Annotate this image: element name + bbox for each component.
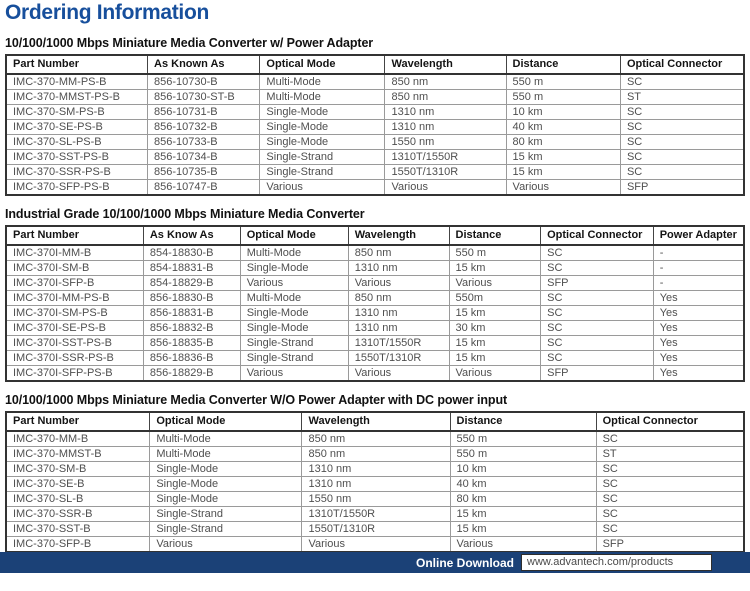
table-cell: Single-Mode — [260, 105, 385, 120]
ordering-table — [5, 54, 745, 196]
table-cell: 1550 nm — [385, 135, 506, 150]
table-cell: 856-10730-ST-B — [148, 90, 260, 105]
column-header: Part Number — [6, 55, 148, 74]
online-download-bar — [0, 552, 750, 573]
table-cell: 1310T/1550R — [385, 150, 506, 165]
ordering-table — [5, 225, 745, 382]
table-cell: 854-18830-B — [143, 245, 240, 261]
table-row — [6, 135, 744, 150]
table-cell: 550m — [449, 291, 541, 306]
table-cell: IMC-370I-SM-B — [6, 261, 143, 276]
table-cell: 80 km — [450, 492, 596, 507]
table-cell: Various — [240, 276, 348, 291]
table-cell: 854-18831-B — [143, 261, 240, 276]
table-cell: 550 m — [449, 245, 541, 261]
table-cell: Yes — [653, 306, 744, 321]
table-cell: 1550 nm — [302, 492, 450, 507]
table-cell: SFP — [596, 537, 744, 553]
table-cell: IMC-370-SE-PS-B — [6, 120, 148, 135]
table-cell: ST — [596, 447, 744, 462]
column-header: Optical Connector — [541, 226, 654, 245]
table-cell: Single-Strand — [260, 165, 385, 180]
column-header: As Know As — [143, 226, 240, 245]
table-cell: 15 km — [449, 261, 541, 276]
table-cell: Single-Strand — [260, 150, 385, 165]
table-cell: Single-Mode — [260, 135, 385, 150]
table-cell: 30 km — [449, 321, 541, 336]
table-cell: Yes — [653, 351, 744, 366]
download-url-box — [521, 554, 712, 571]
table-cell: Various — [240, 366, 348, 382]
table-cell: 1310 nm — [348, 261, 449, 276]
table-cell: IMC-370-MM-PS-B — [6, 74, 148, 90]
table-cell: SC — [620, 165, 744, 180]
table-cell: Single-Mode — [240, 306, 348, 321]
table-cell: 856-18830-B — [143, 291, 240, 306]
table-cell: Single-Mode — [240, 321, 348, 336]
table-cell: 15 km — [449, 306, 541, 321]
table-row — [6, 462, 744, 477]
table-cell: SC — [541, 261, 654, 276]
table-row — [6, 447, 744, 462]
table-cell: 80 km — [506, 135, 620, 150]
table-cell: IMC-370-SM-PS-B — [6, 105, 148, 120]
table-cell: Single-Strand — [240, 351, 348, 366]
table-cell: 856-10735-B — [148, 165, 260, 180]
table-row — [6, 120, 744, 135]
table-cell: Various — [302, 537, 450, 553]
table-cell: - — [653, 276, 744, 291]
table-cell: IMC-370I-MM-B — [6, 245, 143, 261]
online-download-label: Online Download — [416, 555, 514, 570]
table-row — [6, 291, 744, 306]
table-cell: SFP — [620, 180, 744, 196]
sections-container — [0, 36, 750, 553]
table-cell: SC — [541, 245, 654, 261]
table-cell: SC — [620, 105, 744, 120]
table-header-row — [6, 226, 744, 245]
table-cell: IMC-370I-SE-PS-B — [6, 321, 143, 336]
table-cell: Multi-Mode — [240, 245, 348, 261]
column-header: Distance — [449, 226, 541, 245]
table-cell: SC — [541, 321, 654, 336]
table-cell: Single-Mode — [240, 261, 348, 276]
table-cell: 550 m — [506, 90, 620, 105]
table-cell: Various — [506, 180, 620, 196]
table-cell: 1310T/1550R — [348, 336, 449, 351]
table-row — [6, 165, 744, 180]
table-row — [6, 245, 744, 261]
table-cell: 1310 nm — [348, 306, 449, 321]
table-cell: IMC-370-SE-B — [6, 477, 150, 492]
table-cell: 856-10733-B — [148, 135, 260, 150]
column-header: Wavelength — [385, 55, 506, 74]
table-cell: Multi-Mode — [150, 431, 302, 447]
table-cell: Single-Mode — [150, 477, 302, 492]
table-cell: Yes — [653, 336, 744, 351]
table-cell: 856-18836-B — [143, 351, 240, 366]
table-row — [6, 537, 744, 553]
table-cell: 550 m — [506, 74, 620, 90]
column-header: Distance — [506, 55, 620, 74]
table-cell: IMC-370-SM-B — [6, 462, 150, 477]
table-cell: - — [653, 245, 744, 261]
table-cell: IMC-370-SFP-B — [6, 537, 150, 553]
table-cell: SC — [596, 492, 744, 507]
table-cell: 850 nm — [348, 291, 449, 306]
table-cell: 1550T/1310R — [302, 522, 450, 537]
table-cell: 15 km — [506, 165, 620, 180]
table-cell: IMC-370-SSR-B — [6, 507, 150, 522]
table-cell: SC — [541, 336, 654, 351]
table-cell: IMC-370-SFP-PS-B — [6, 180, 148, 196]
table-cell: 850 nm — [385, 90, 506, 105]
table-cell: SC — [596, 477, 744, 492]
table-cell: 850 nm — [302, 431, 450, 447]
table-cell: Single-Strand — [150, 522, 302, 537]
table-cell: 550 m — [450, 447, 596, 462]
table-cell: Various — [348, 366, 449, 382]
table-cell: IMC-370-MMST-B — [6, 447, 150, 462]
table-cell: Yes — [653, 366, 744, 382]
table-row — [6, 306, 744, 321]
table-cell: Various — [450, 537, 596, 553]
table-header-row — [6, 55, 744, 74]
table-cell: 15 km — [449, 336, 541, 351]
table-cell: 40 km — [450, 477, 596, 492]
table-row — [6, 261, 744, 276]
section-heading: 10/100/1000 Mbps Miniature Media Converter W/O Power Adapter with DC power input — [5, 393, 508, 407]
table-cell: SC — [596, 507, 744, 522]
table-cell: SC — [620, 135, 744, 150]
table-row — [6, 492, 744, 507]
table-cell: IMC-370-SST-B — [6, 522, 150, 537]
table-cell: Multi-Mode — [240, 291, 348, 306]
table-cell: 10 km — [506, 105, 620, 120]
table-cell: 15 km — [450, 507, 596, 522]
table-cell: IMC-370-MMST-PS-B — [6, 90, 148, 105]
table-cell: SC — [620, 150, 744, 165]
table-cell: 1550T/1310R — [348, 351, 449, 366]
table-cell: IMC-370I-MM-PS-B — [6, 291, 143, 306]
column-header: Part Number — [6, 412, 150, 431]
table-cell: 15 km — [506, 150, 620, 165]
table-row — [6, 276, 744, 291]
table-cell: SC — [541, 351, 654, 366]
table-cell: 10 km — [450, 462, 596, 477]
table-cell: Yes — [653, 321, 744, 336]
column-header: Optical Connector — [596, 412, 744, 431]
table-cell: IMC-370I-SM-PS-B — [6, 306, 143, 321]
table-cell: 1550T/1310R — [385, 165, 506, 180]
table-cell: 854-18829-B — [143, 276, 240, 291]
table-cell: IMC-370-SST-PS-B — [6, 150, 148, 165]
table-cell: SC — [541, 291, 654, 306]
table-cell: 856-18832-B — [143, 321, 240, 336]
table-cell: Multi-Mode — [260, 90, 385, 105]
table-cell: 856-18829-B — [143, 366, 240, 382]
table-cell: Multi-Mode — [260, 74, 385, 90]
table-cell: 1310 nm — [385, 105, 506, 120]
table-row — [6, 321, 744, 336]
table-cell: 856-10734-B — [148, 150, 260, 165]
table-row — [6, 431, 744, 447]
table-cell: Single-Strand — [150, 507, 302, 522]
table-cell: 40 km — [506, 120, 620, 135]
column-header: As Known As — [148, 55, 260, 74]
table-row — [6, 74, 744, 90]
table-cell: 856-10731-B — [148, 105, 260, 120]
table-row — [6, 366, 744, 382]
table-row — [6, 522, 744, 537]
table-cell: 856-18831-B — [143, 306, 240, 321]
table-cell: SC — [596, 522, 744, 537]
table-cell: IMC-370I-SST-PS-B — [6, 336, 143, 351]
table-cell: 1310 nm — [302, 462, 450, 477]
table-cell: Yes — [653, 291, 744, 306]
table-cell: Various — [385, 180, 506, 196]
table-cell: - — [653, 261, 744, 276]
table-cell: 1310 nm — [348, 321, 449, 336]
table-cell: SFP — [541, 276, 654, 291]
table-row — [6, 477, 744, 492]
table-cell: Single-Mode — [260, 120, 385, 135]
table-row — [6, 150, 744, 165]
column-header: Optical Mode — [240, 226, 348, 245]
table-cell: 15 km — [450, 522, 596, 537]
table-row — [6, 507, 744, 522]
table-cell: Single-Mode — [150, 492, 302, 507]
page-title: Ordering Information — [5, 1, 210, 24]
table-cell: Single-Strand — [240, 336, 348, 351]
table-cell: 850 nm — [348, 245, 449, 261]
table-cell: IMC-370I-SSR-PS-B — [6, 351, 143, 366]
table-cell: IMC-370-MM-B — [6, 431, 150, 447]
section-heading: 10/100/1000 Mbps Miniature Media Converter w/ Power Adapter — [5, 36, 374, 50]
column-header: Optical Mode — [260, 55, 385, 74]
table-cell: SC — [596, 431, 744, 447]
table-cell: 850 nm — [302, 447, 450, 462]
table-cell: IMC-370I-SFP-PS-B — [6, 366, 143, 382]
table-cell: 1310 nm — [385, 120, 506, 135]
table-row — [6, 105, 744, 120]
table-cell: SC — [620, 74, 744, 90]
table-cell: SC — [541, 306, 654, 321]
column-header: Distance — [450, 412, 596, 431]
table-cell: ST — [620, 90, 744, 105]
column-header: Optical Connector — [620, 55, 744, 74]
table-cell: IMC-370I-SFP-B — [6, 276, 143, 291]
table-row — [6, 90, 744, 105]
section-heading: Industrial Grade 10/100/1000 Mbps Miniature Media Converter — [5, 207, 365, 221]
column-header: Power Adapter — [653, 226, 744, 245]
table-cell: SC — [596, 462, 744, 477]
table-cell: 850 nm — [385, 74, 506, 90]
table-row — [6, 336, 744, 351]
table-cell: 856-10732-B — [148, 120, 260, 135]
download-url: www.advantech.com/products — [527, 556, 674, 568]
table-cell: Various — [449, 276, 541, 291]
column-header: Part Number — [6, 226, 143, 245]
table-cell: Single-Mode — [150, 462, 302, 477]
table-header-row — [6, 412, 744, 431]
table-cell: Various — [150, 537, 302, 553]
table-cell: SFP — [541, 366, 654, 382]
column-header: Wavelength — [302, 412, 450, 431]
table-cell: Various — [348, 276, 449, 291]
ordering-table — [5, 411, 745, 553]
table-cell: 1310 nm — [302, 477, 450, 492]
column-header: Wavelength — [348, 226, 449, 245]
table-cell: IMC-370-SL-B — [6, 492, 150, 507]
table-cell: Various — [260, 180, 385, 196]
table-cell: Multi-Mode — [150, 447, 302, 462]
table-cell: IMC-370-SSR-PS-B — [6, 165, 148, 180]
column-header: Optical Mode — [150, 412, 302, 431]
table-cell: 856-10747-B — [148, 180, 260, 196]
table-cell: 550 m — [450, 431, 596, 447]
table-cell: 1310T/1550R — [302, 507, 450, 522]
table-cell: 856-18835-B — [143, 336, 240, 351]
table-row — [6, 351, 744, 366]
table-cell: IMC-370-SL-PS-B — [6, 135, 148, 150]
table-cell: 15 km — [449, 351, 541, 366]
table-cell: Various — [449, 366, 541, 382]
table-cell: 856-10730-B — [148, 74, 260, 90]
table-row — [6, 180, 744, 196]
table-cell: SC — [620, 120, 744, 135]
